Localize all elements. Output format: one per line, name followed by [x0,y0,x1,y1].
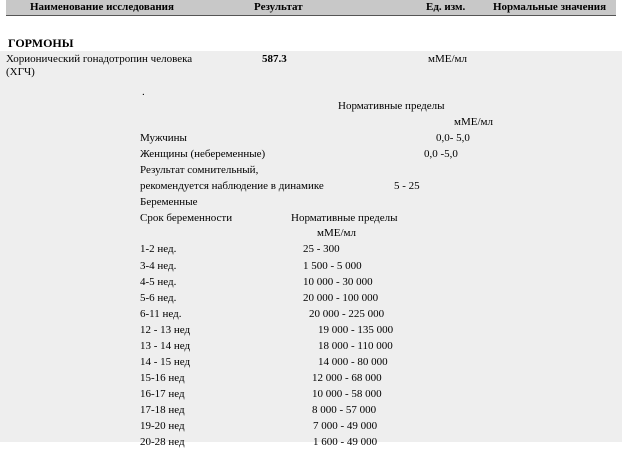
women-label: Женщины (небеременные) [140,148,266,160]
term-row-range: 1 600 - 49 000 [313,436,378,448]
term-row-range: 10 000 - 30 000 [303,276,373,288]
term-row-label: 15-16 нед [140,372,185,384]
term-row-range: 25 - 300 [303,243,340,255]
term-row-label: 6-11 нед. [140,308,182,320]
column-header-result: Результат [254,1,303,13]
men-label: Мужчины [140,132,187,144]
test-result-panel [0,51,622,448]
term-row-range: 12 000 - 68 000 [312,372,382,384]
term-row-range: 14 000 - 80 000 [318,356,388,368]
reference-units: мМЕ/мл [454,116,493,128]
term-row-label: 1-2 нед. [140,243,177,255]
test-units: мМЕ/мл [428,53,467,65]
doubtful-value: 5 - 25 [394,180,420,192]
section-title: ГОРМОНЫ [8,36,74,50]
reference-title: Нормативные пределы [338,100,445,112]
term-row-range: 8 000 - 57 000 [312,404,377,416]
table-header [6,0,616,16]
term-row-range: 10 000 - 58 000 [312,388,382,400]
doubtful-text-cont: рекомендуется наблюдение в динамике [140,180,324,192]
term-row-label: 16-17 нед [140,388,185,400]
term-limits-header: Нормативные пределы [291,212,398,224]
term-row-label: 17-18 нед [140,404,185,416]
column-header-units: Ед. изм. [426,1,466,13]
test-name-abbr: (ХГЧ) [6,66,35,78]
term-row-label: 4-5 нед. [140,276,177,288]
women-value: 0,0 -5,0 [424,148,458,160]
term-row-label: 20-28 нед [140,436,185,448]
term-row-range: 7 000 - 49 000 [313,420,378,432]
men-value: 0,0- 5,0 [436,132,470,144]
dot-mark: . [142,86,145,98]
term-row-range: 20 000 - 100 000 [303,292,379,304]
term-row-label: 12 - 13 нед [140,324,191,336]
column-header-name: Наименование исследования [30,1,174,13]
term-row-label: 13 - 14 нед [140,340,191,352]
term-header: Срок беременности [140,212,233,224]
term-row-label: 3-4 нед. [140,260,177,272]
test-name: Хорионический гонадотропин человека [6,53,193,65]
term-units: мМЕ/мл [317,227,356,239]
pregnant-label: Беременные [140,196,198,208]
term-row-range: 20 000 - 225 000 [309,308,385,320]
term-row-label: 14 - 15 нед [140,356,191,368]
term-row-range: 19 000 - 135 000 [318,324,394,336]
term-row-range: 18 000 - 110 000 [318,340,393,352]
term-row-label: 19-20 нед [140,420,185,432]
doubtful-text: Результат сомнительный, [140,164,259,176]
term-row-label: 5-6 нед. [140,292,177,304]
term-row-range: 1 500 - 5 000 [303,260,362,272]
test-result-value: 587.3 [262,53,287,65]
column-header-normal: Нормальные значения [493,1,607,13]
